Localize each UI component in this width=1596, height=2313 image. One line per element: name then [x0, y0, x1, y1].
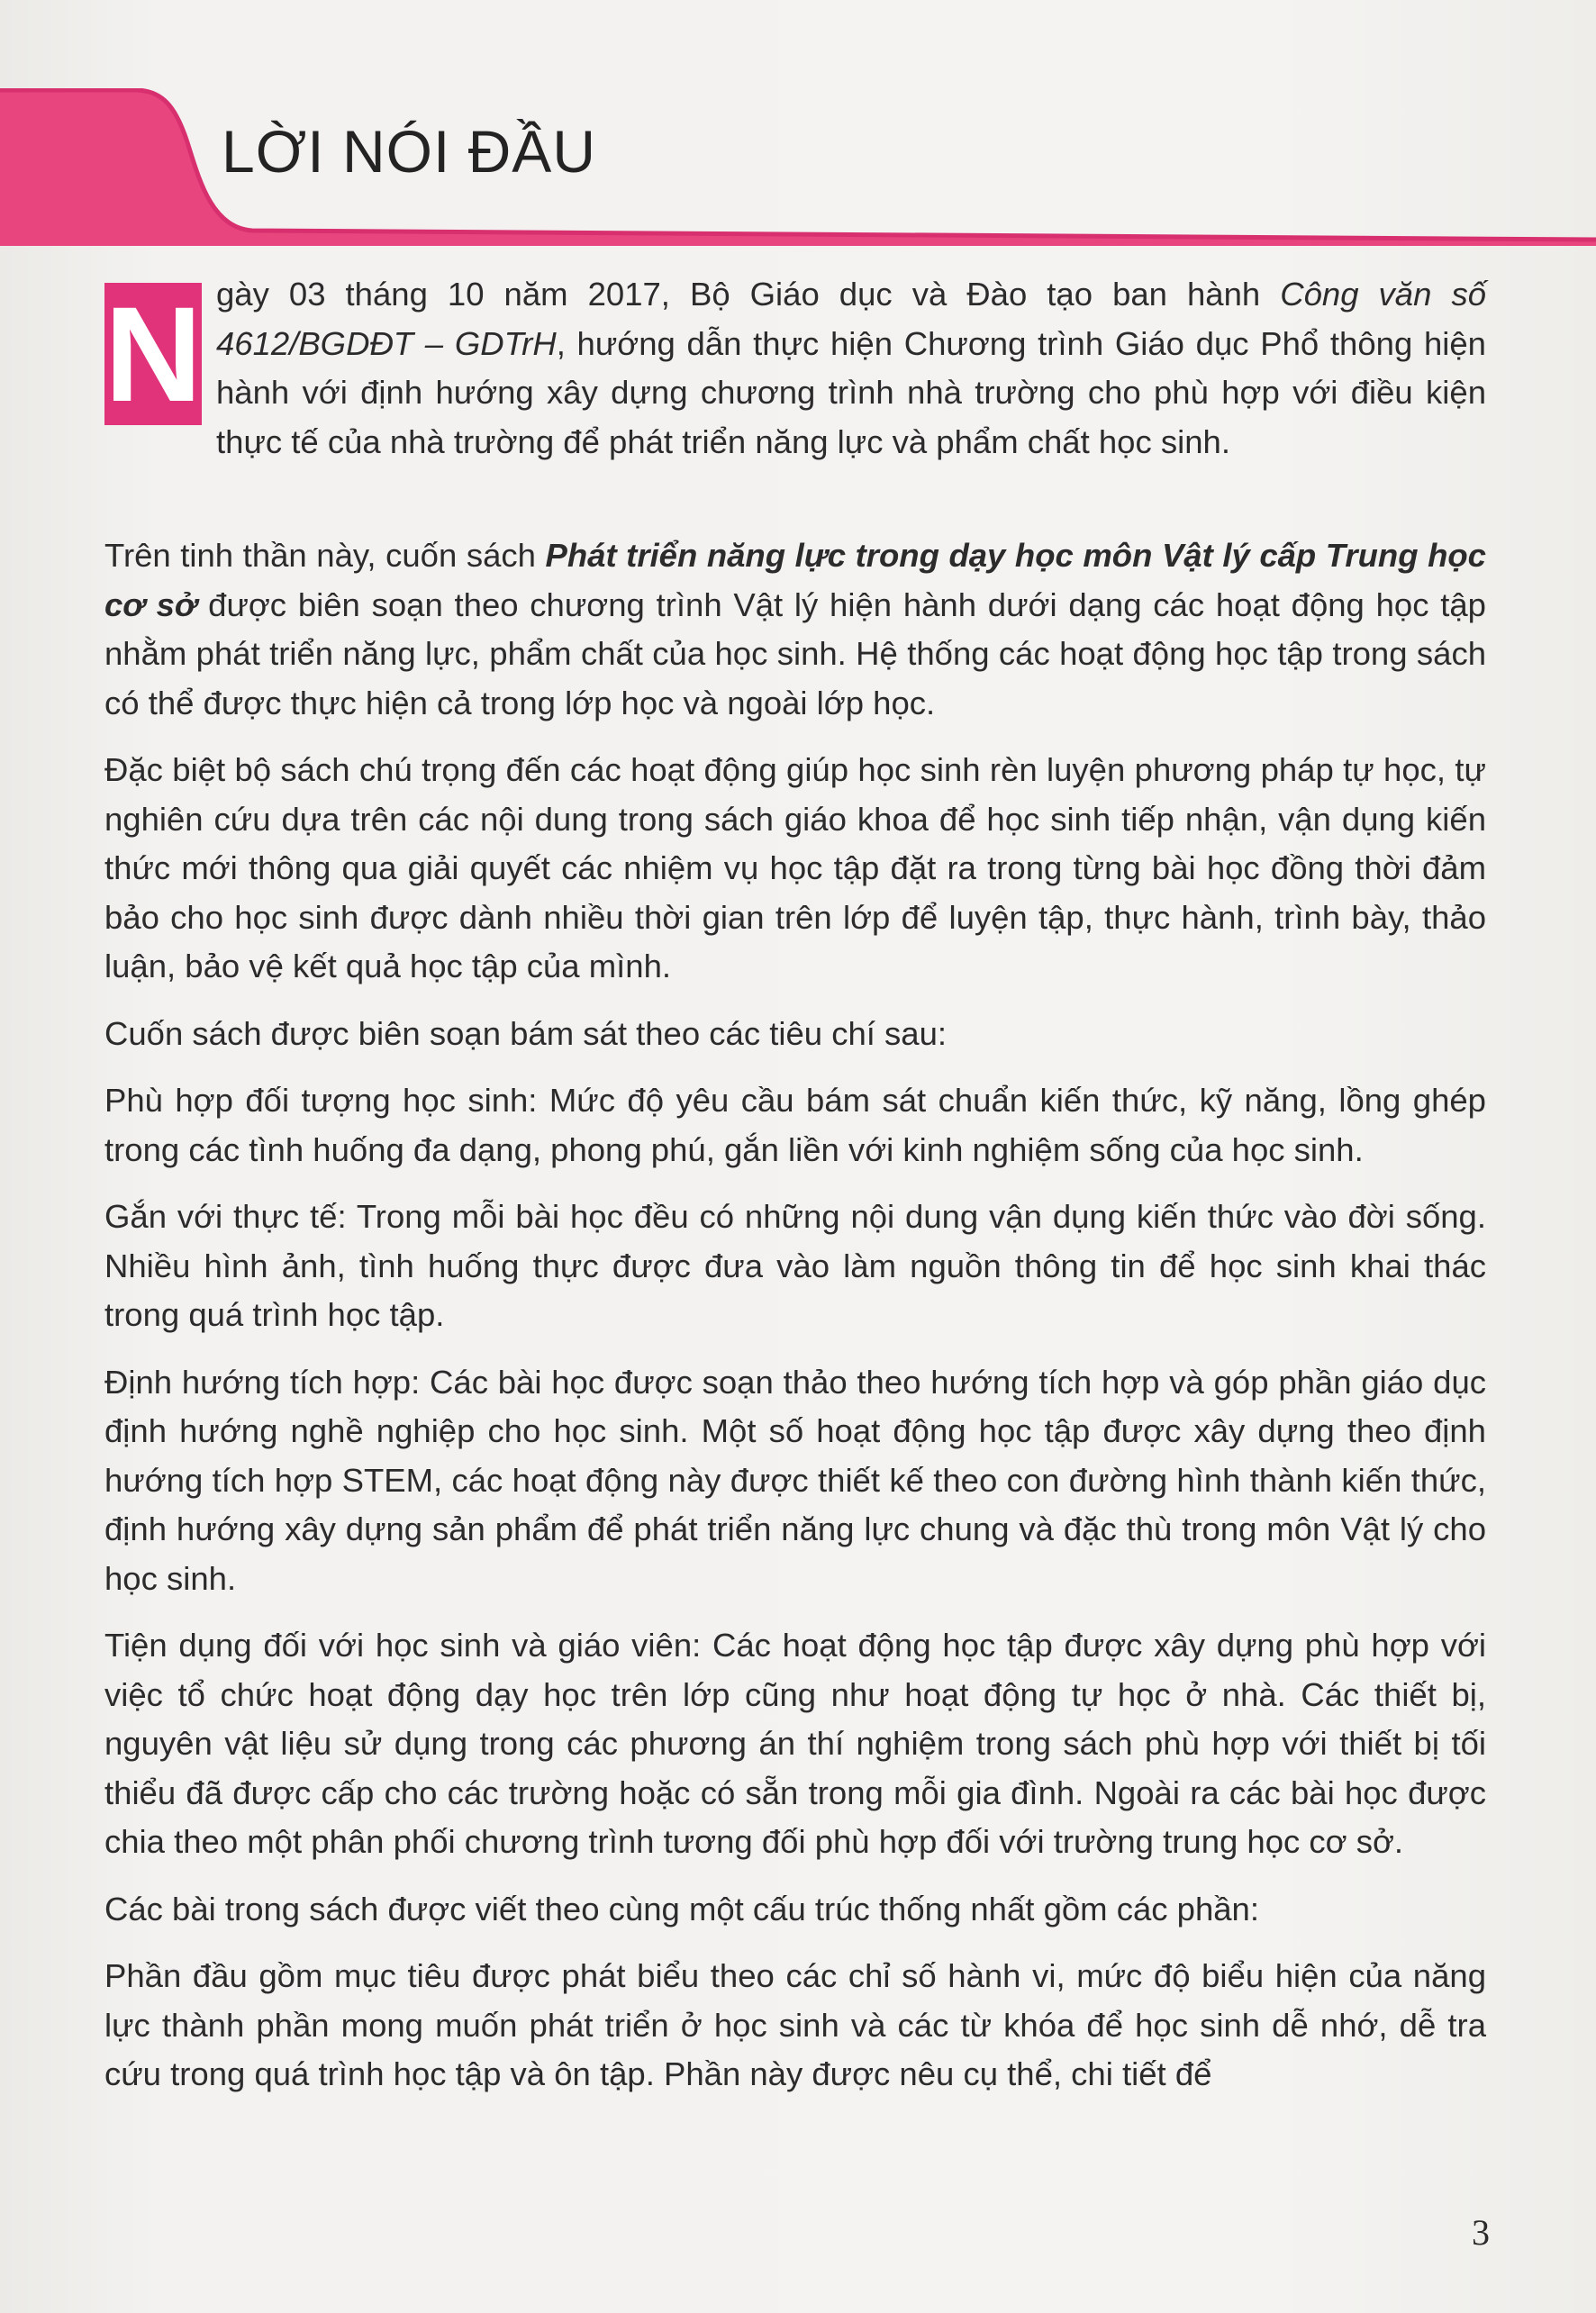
paragraph-1-text-a: gày 03 tháng 10 năm 2017, Bộ Giáo dục và Đào tạo ban hành [216, 276, 1281, 313]
paragraph-3: Đặc biệt bộ sách chú trọng đến các hoạt động giúp học sinh rèn luyện phương pháp tự học, tự nghiên cứu dựa trên các nội dung trong sách giáo khoa để học sinh tiếp nhận, vận dụng kiến thức mới thông qua giải quyết các nhiệm vụ học tập đặt ra trong từng bài học đồng thời đảm bảo cho học sinh được dành nhiều thời gian trên lớp để luyện tập, thực hành, trình bày, thảo luận, bảo vệ kết quả học tập của mình. [104, 751, 1486, 984]
drop-cap: N [104, 278, 203, 430]
body-text [104, 270, 1486, 2118]
paragraph-8: Tiện dụng đối với học sinh và giáo viên: Các hoạt động học tập được xây dựng phù hợp với việc tổ chức hoạt động dạy học trên lớp cũng như hoạt động tự học ở nhà. Các thiết bị, nguyên vật liệu sử dụng trong các phương án thí nghiệm trong sách phù hợp với thiết bị tối thiểu đã được cấp cho các trường hoặc có sẵn trong mỗi gia đình. Ngoài ra các bài học được chia theo một phân phối chương trình tương đối phù hợp đối với trường trung học cơ sở. [104, 1627, 1486, 1860]
document-reference: Công văn số 4612/BGDĐT – GDTrH [216, 276, 1486, 362]
page-title: LỜI NÓI ĐẦU [222, 118, 596, 185]
paragraph-4: Cuốn sách được biên soạn bám sát theo các tiêu chí sau: [104, 1014, 948, 1052]
paragraph-2-text-b: được biên soạn theo chương trình Vật lý hiện hành dưới dạng các hoạt động học tập nhằm phát triển năng lực, phẩm chất của học sinh. Hệ thống các hoạt động học tập trong sách có thể được thực hiện cả trong lớp học và ngoài lớp học. [104, 585, 1486, 721]
paragraph-2-text-a: Trên tinh thần này, cuốn sách [104, 537, 546, 574]
paragraph-6: Gắn với thực tế: Trong mỗi bài học đều có những nội dung vận dụng kiến thức vào đời sống. Nhiều hình ảnh, tình huống thực được đưa vào làm nguồn thông tin để học sinh khai thác trong quá trình học tập. [104, 1198, 1486, 1333]
paragraph-10: Phần đầu gồm mục tiêu được phát biểu theo các chỉ số hành vi, mức độ biểu hiện của năng lực thành phần mong muốn phát triển ở học sinh và các từ khóa để học sinh dễ nhớ, dễ tra cứu trong quá trình học tập và ôn tập. Phần này được nêu cụ thể, chi tiết để [104, 1957, 1486, 2092]
book-title: Phát triển năng lực trong dạy học môn Vật lý cấp Trung học cơ sở [104, 537, 1486, 623]
paragraph-2 [104, 531, 1486, 728]
page-number: 3 [1472, 2212, 1490, 2253]
paragraph-5: Phù hợp đối tượng học sinh: Mức độ yêu cầu bám sát chuẩn kiến thức, kỹ năng, lồng ghép trong các tình huống đa dạng, phong phú, gắn liền với kinh nghiệm sống của học sinh. [104, 1082, 1486, 1168]
paragraph-9: Các bài trong sách được viết theo cùng một cấu trúc thống nhất gồm các phần: [104, 1890, 1259, 1928]
paragraph-7: Định hướng tích hợp: Các bài học được soạn thảo theo hướng tích hợp và góp phần giáo dục định hướng nghề nghiệp cho học sinh. Một số hoạt động học tập được xây dựng theo định hướng tích hợp STEM, các hoạt động này được thiết kế theo con đường hình thành kiến thức, định hướng xây dựng sản phẩm để phát triển năng lực chung và đặc thù trong môn Vật lý cho học sinh. [104, 1363, 1486, 1597]
paragraph-1 [0, 270, 1486, 513]
paragraph-1-text-b: , hướng dẫn thực hiện Chương trình Giáo dục Phổ thông hiện hành với định hướng xây dựng chương trình nhà trường cho phù hợp với điều kiện thực tế của nhà trường để phát triển năng lực và phẩm chất học sinh. [216, 324, 1486, 460]
